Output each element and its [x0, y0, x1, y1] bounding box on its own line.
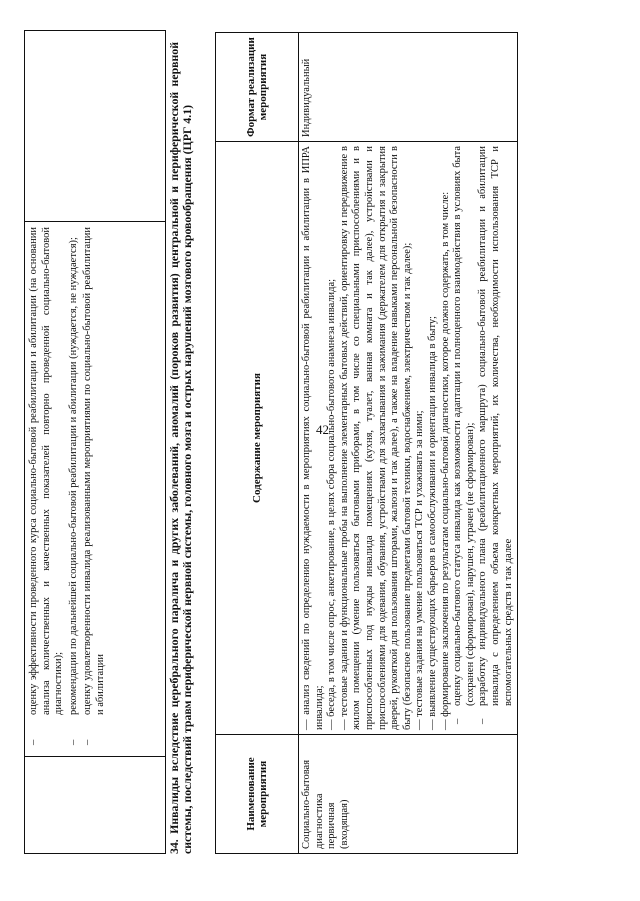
content-line: — тестовые задания на умение пользоваться ТСР и ухаживать за ними;: [414, 410, 426, 730]
content-line: — формирование заключения по результатам социально-бытовой диагностики, которое должно содержать, в том числе:: [439, 191, 451, 730]
content-line: — беседа, в том числе опрос, анкетирование, в целях сбора социально-бытового анамнеза инвалида;: [326, 278, 338, 730]
assessment-list: [28, 227, 108, 751]
sub-item: – оценку социально-бытового статуса инвалида как возможности адаптации и полноценного взаимодействия в условиях быта (сохранен (сформирован), нарушен, утрачен (не сформирован);: [452, 146, 476, 724]
table-row: [25, 31, 166, 854]
content-line: — выявление существующих барьеров в самообслуживании и ориентации инвалида в быту;: [426, 316, 438, 730]
cell-measure-name: Социально-бытовая диагностика первичная (входящая): [299, 735, 518, 854]
table-cell-content: [25, 222, 166, 757]
measures-table: [215, 32, 518, 854]
sub-item: – разработку индивидуального плана (реабилитационного маршрута) социально-бытовой реабилитации и абилитации инвалида с определением объема конкретных мероприятий, их количества, необходимости использования ТСР и вспомогательных средств и так далее: [477, 146, 514, 724]
header-content: Содержание мероприятия: [216, 142, 299, 735]
cell-measure-content: [299, 142, 518, 735]
table-cell-format: [25, 31, 166, 222]
list-item: – оценку эффективности проведенного курса социально-бытовой реабилитации и абилитации (на основании анализа количественных и качественных показателей повторно проведенной социально-бытовой диагностики);: [28, 227, 65, 745]
header-format: Формат реализации мероприятия: [216, 33, 299, 142]
table-row: [299, 33, 518, 854]
content-line: — анализ сведений по определению нуждаемости в мероприятиях социально-бытовой реабилитации и абилитации в ИПРА инвалида;: [301, 146, 325, 730]
continued-table-fragment: [24, 30, 166, 854]
section-heading: 34. Инвалиды вследствие церебрального паралича и других заболеваний, аномалий (пороков развития) центральной и периферической нервной системы, последствий травм периферической нервной системы, головного мозга и острых нарушений мозгового кровообращения (ЦРГ 4.1): [167, 42, 195, 854]
cell-format: Индивидуальный: [299, 33, 518, 142]
list-item: – оценку удовлетворенности инвалида реализованными мероприятиями по социально-бытовой реабилитации и абилитации: [82, 227, 106, 745]
list-item: – рекомендации по дальнейшей социально-бытовой реабилитации и абилитации (нуждается, не нуждается);: [67, 237, 79, 745]
document-sheet: [16, 32, 636, 860]
page-number: 42: [316, 422, 329, 437]
table-header-row: [216, 33, 299, 854]
header-name: Наименование мероприятия: [216, 735, 299, 854]
table-cell-name: [25, 757, 166, 854]
content-line: — тестовые задания и функциональные пробы на выполнение элементарных бытовых действий, ориентировку и передвижение в жилом помещении (умение пользоваться бытовыми приборами, в том числе со специальными приспособлениями и в приспособленных под нужды инвалида помещениях (кухня, туалет, ванная комната и так далее), устройствами и приспособлениями для одевания, обувания, устройствами для захватывания и зажимания (держателем для открытия и закрытия дверей, рукояткой для пользования шторами, жалюзи и так далее), а также на владение навыками персональной безопасности в быту (безопасное пользование предметами бытовой техники, водоснабжением, электричеством и так далее);: [338, 146, 413, 730]
